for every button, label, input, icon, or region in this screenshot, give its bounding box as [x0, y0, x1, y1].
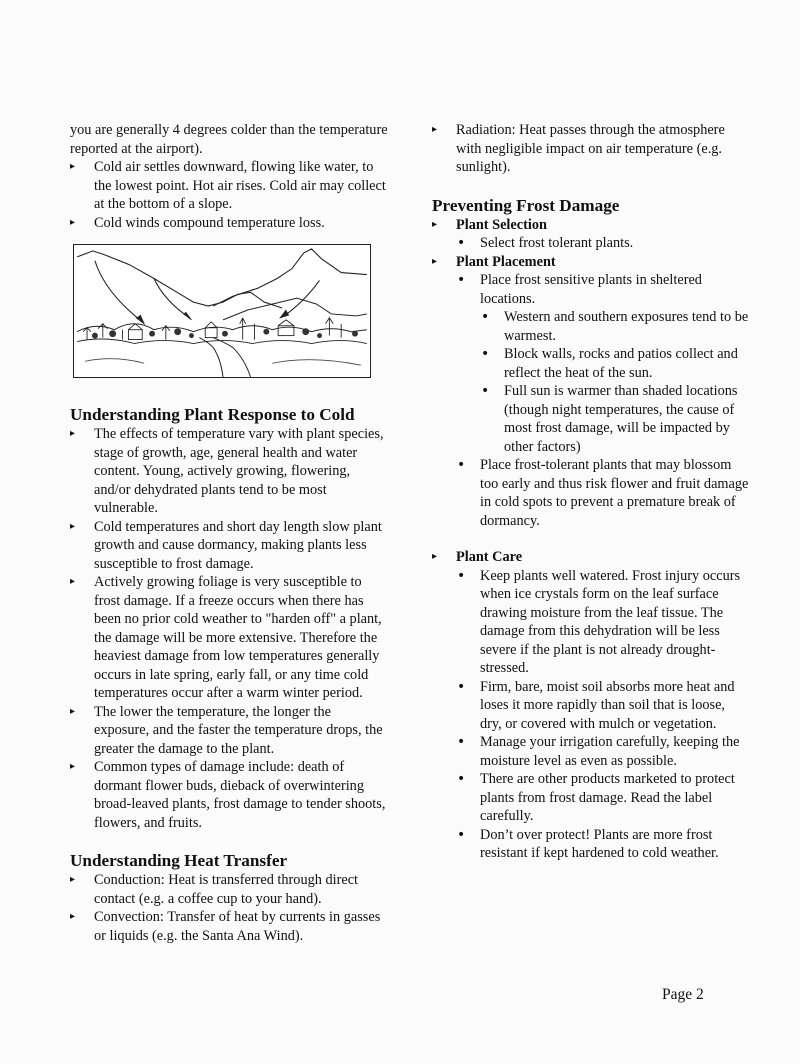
list-item: • Western and southern exposures tend to be warmest.: [480, 308, 750, 345]
list-item: • Don’t over protect! Plants are more frost resistant if kept hardened to cold weather.: [456, 826, 750, 863]
list-item: • Block walls, rocks and patios collect and reflect the heat of the sun.: [480, 345, 750, 382]
plant-care-label: Plant Care: [456, 549, 523, 565]
intro-text: you are generally 4 degrees colder than the temperature reported at the airport).: [70, 122, 388, 157]
radiation-list: [432, 121, 750, 177]
selection-items: [456, 234, 750, 253]
list-item: ▸ Actively growing foliage is very susceptible to frost damage. If a freeze occurs when there has been no prior cold weather to "harden off" a plant, the damage will be more extensive. Therefore the heaviest damage from low temperatures generally occurs in late spring, early fall, or any time cold temperatures occur after a warm winter period.: [70, 573, 388, 703]
plant-care-section: [432, 548, 750, 863]
list-item: ▸ The lower the temperature, the longer the exposure, and the faster the temperature drops, the greater the damage to the plant.: [70, 703, 388, 759]
list-item: • There are other products marketed to protect plants from frost damage. Read the label carefully.: [456, 770, 750, 826]
list-item: [456, 271, 750, 456]
plant-placement-label: Plant Placement: [456, 253, 556, 270]
list-item: ▸ Common types of damage include: death of dormant flower buds, dieback of overwintering broad-leaved plants, frost damage to tender shoots, flowers, and fruits.: [70, 758, 388, 832]
plant-response-heading: Understanding Plant Response to Cold: [70, 405, 355, 424]
list-item: • Keep plants well watered. Frost injury occurs when ice crystals form on the leaf surface drawing moisture from the leaf tissue. The damage from this dehydration will be less severe if the plant is not already drought-stressed.: [456, 567, 750, 678]
heat-transfer-list: [70, 871, 388, 945]
plant-selection-section: [432, 216, 750, 253]
list-item: ▸ Cold air settles downward, flowing like water, to the lowest point. Hot air rises. Cold air may collect at the bottom of a slope.: [70, 158, 388, 214]
placement-items: [456, 271, 750, 530]
valley-cold-air-illustration: [73, 244, 371, 378]
list-item: ▸ Cold winds compound temperature loss.: [70, 214, 388, 233]
list-item: ▸ Cold temperatures and short day length slow plant growth and cause dormancy, making plants less susceptible to frost damage.: [70, 518, 388, 574]
plant-response-list: [70, 425, 388, 832]
list-item: • Full sun is warmer than shaded locations (though night temperatures, the cause of most frost damage, will be impacted by other factors): [480, 382, 750, 456]
placement-sub-items: [480, 308, 750, 456]
right-column: [432, 121, 750, 863]
list-item: ▸ Radiation: Heat passes through the atmosphere with negligible impact on air temperature (e.g. sunlight).: [432, 121, 750, 177]
left-column: [70, 121, 388, 945]
plant-placement-section: [432, 253, 750, 531]
list-item: • Manage your irrigation carefully, keeping the moisture level as even as possible.: [456, 733, 750, 770]
frost-prevention-list: [432, 216, 750, 863]
cold-air-list: [70, 158, 388, 232]
list-item: ▸ Conduction: Heat is transferred through direct contact (e.g. a coffee cup to your hand).: [70, 871, 388, 908]
placement-main-text: Place frost sensitive plants in sheltered locations.: [480, 272, 702, 307]
frost-damage-heading: Preventing Frost Damage: [432, 195, 620, 215]
list-item: • Firm, bare, moist soil absorbs more heat and loses it more rapidly than soil that is loose, dry, or covered with mulch or vegetation.: [456, 678, 750, 734]
list-item: ▸ Convection: Transfer of heat by currents in gasses or liquids (e.g. the Santa Ana Wind).: [70, 908, 388, 945]
list-item: • Select frost tolerant plants.: [456, 234, 750, 253]
plant-selection-label: Plant Selection: [456, 216, 547, 233]
heat-transfer-heading: Understanding Heat Transfer: [70, 851, 288, 870]
list-item: ▸ The effects of temperature vary with plant species, stage of growth, age, general health and water content. Young, actively growing, flowering, and/or dehydrated plants tend to be most vulnerable.: [70, 425, 388, 518]
list-item: • Place frost-tolerant plants that may blossom too early and thus risk flower and fruit damage in cold spots to prevent a premature break of dormancy.: [456, 456, 750, 530]
page-number: Page 2: [662, 986, 704, 1003]
care-items: [456, 567, 750, 863]
